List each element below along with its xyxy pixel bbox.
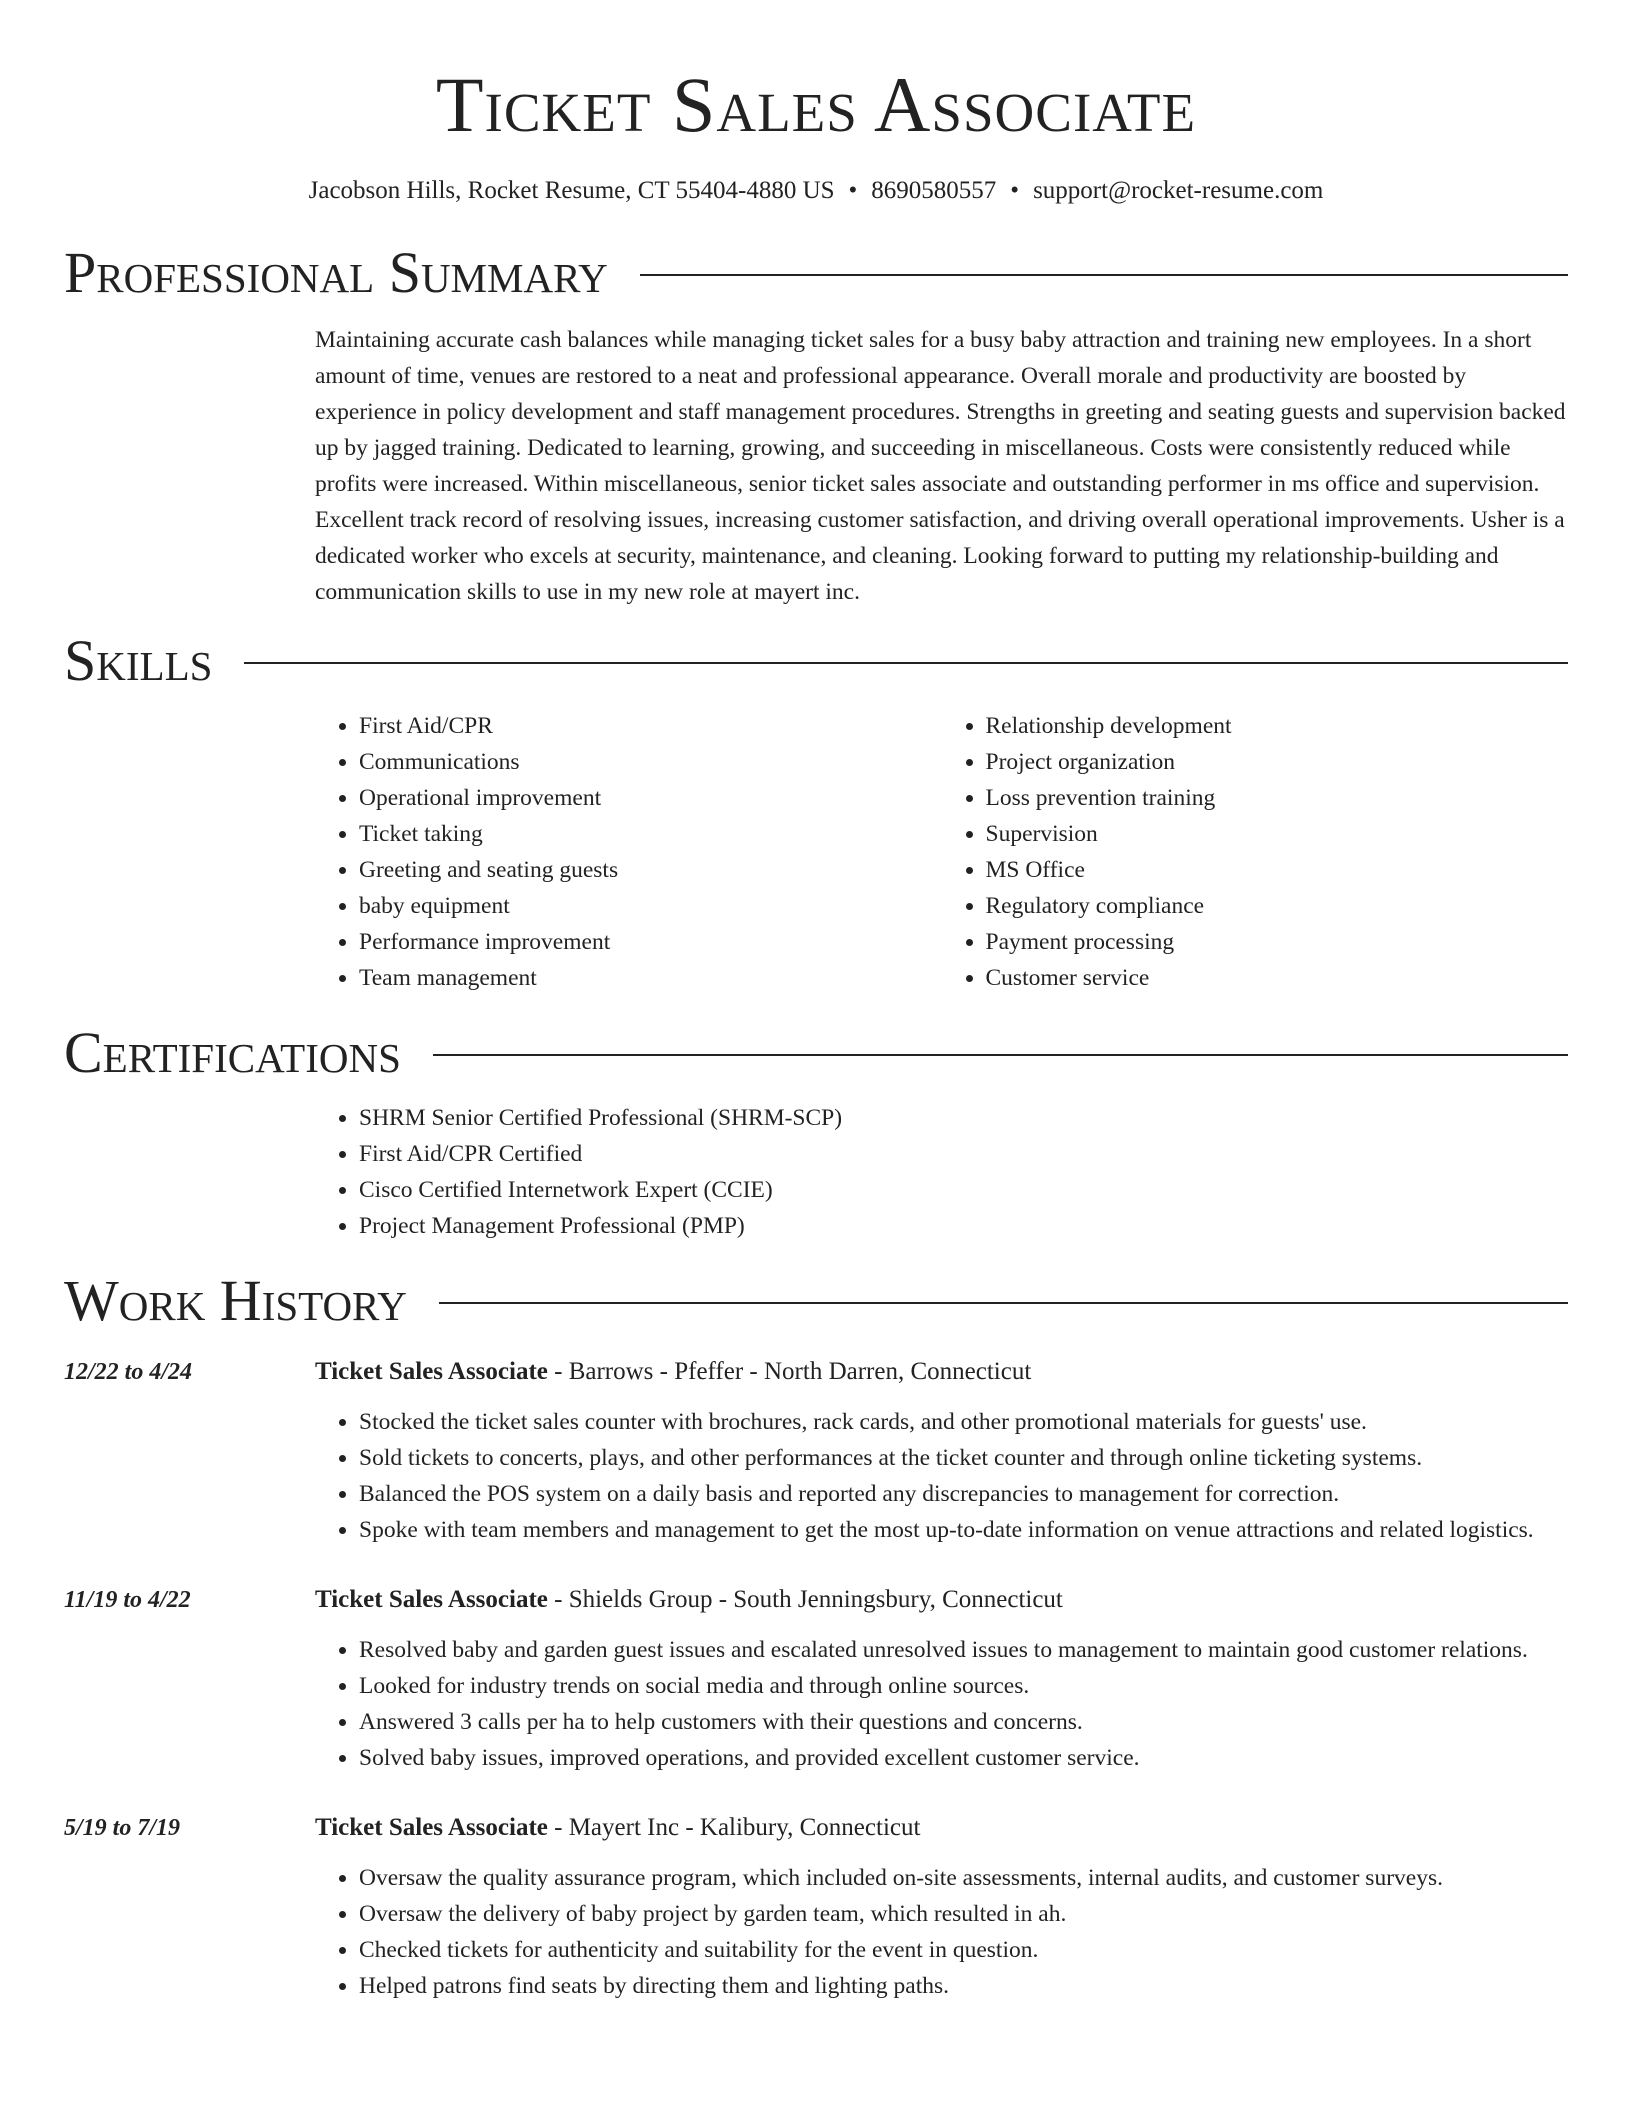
skill-item: • Relationship development	[986, 708, 1569, 744]
job-bullet: • Oversaw the delivery of baby project by garden team, which resulted in ah.	[359, 1896, 1568, 1932]
skills-grid	[315, 708, 1568, 996]
job-heading	[315, 1582, 1568, 1618]
job-row	[64, 1582, 1568, 1776]
skill-item: • MS Office	[986, 852, 1569, 888]
summary-text: Maintaining accurate cash balances while managing ticket sales for a busy baby attraction and training new employees. In a short amount of time, venues are restored to a neat and professional appearance. Overall morale and productivity are boosted by experience in policy development and staff management procedures. Strengths in greeting and seating guests and supervision backed up by jagged training. Dedicated to learning, growing, and succeeding in miscellaneous. Costs were consistently reduced while profits were increased. Within miscellaneous, senior ticket sales associate and outstanding performer in ms office and supervision. Excellent track record of resolving issues, increasing customer satisfaction, and driving overall operational improvements. Usher is a dedicated worker who excels at security, maintenance, and cleaning. Looking forward to putting my relationship-building and communication skills to use in my new role at mayert inc.	[315, 327, 1566, 605]
address: Jacobson Hills, Rocket Resume, CT 55404-4880 US	[308, 177, 835, 204]
job-role: Ticket Sales Associate	[315, 1586, 548, 1613]
job-company-location: - Mayert Inc - Kalibury, Connecticut	[547, 1814, 921, 1841]
job-company-location: - Barrows - Pfeffer - North Darren, Connecticut	[547, 1358, 1032, 1385]
summary-section-header	[64, 238, 1568, 308]
job-body	[315, 1354, 1568, 1548]
skill-item: • Operational improvement	[359, 780, 942, 816]
job-bullet: • Checked tickets for authenticity and suitability for the event in question.	[359, 1932, 1568, 1968]
section-divider	[640, 274, 1568, 276]
job-bullets	[315, 1632, 1568, 1776]
job-bullets	[315, 1404, 1568, 1548]
job-role: Ticket Sales Associate	[315, 1814, 548, 1841]
email: support@rocket-resume.com	[1033, 177, 1324, 204]
skill-item: • Regulatory compliance	[986, 888, 1569, 924]
job-bullet: • Looked for industry trends on social media and through online sources.	[359, 1668, 1568, 1704]
certification-item: • SHRM Senior Certified Professional (SHRM-SCP)	[359, 1100, 1568, 1136]
work-section-header	[64, 1266, 1568, 1336]
skill-item: • Project organization	[986, 744, 1569, 780]
skill-item: • Performance improvement	[359, 924, 942, 960]
job-bullet: • Helped patrons find seats by directing them and lighting paths.	[359, 1968, 1568, 2004]
candidate-name: Ticket Sales Associate	[435, 61, 1197, 148]
certification-item: • Project Management Professional (PMP)	[359, 1208, 1568, 1244]
skill-item: • Customer service	[986, 960, 1569, 996]
certifications-list-wrap	[315, 1100, 1568, 1244]
job-company-location: - Shields Group - South Jenningsbury, Connecticut	[547, 1586, 1063, 1613]
job-role: Ticket Sales Associate	[315, 1358, 548, 1385]
job-bullet: • Answered 3 calls per ha to help customers with their questions and concerns.	[359, 1704, 1568, 1740]
certifications-title: Certifications	[64, 1020, 401, 1085]
job-bullet: • Resolved baby and garden guest issues and escalated unresolved issues to management to maintain good customer relations.	[359, 1632, 1568, 1668]
job-bullet: • Stocked the ticket sales counter with brochures, rack cards, and other promotional materials for guests' use.	[359, 1404, 1568, 1440]
job-body	[315, 1810, 1568, 2004]
job-dates: 12/22 to 4/24	[64, 1359, 193, 1385]
certification-item: • First Aid/CPR Certified	[359, 1136, 1568, 1172]
skill-item: • Team management	[359, 960, 942, 996]
resume-page	[64, 0, 1568, 2004]
skill-item: • First Aid/CPR	[359, 708, 942, 744]
section-divider	[439, 1302, 1568, 1304]
skills-column-left	[315, 708, 942, 996]
skills-title: Skills	[64, 628, 213, 693]
certification-item: • Cisco Certified Internetwork Expert (CCIE)	[359, 1172, 1568, 1208]
job-heading	[315, 1354, 1568, 1390]
separator-dot: •	[848, 177, 858, 204]
job-bullet: • Balanced the POS system on a daily basis and reported any discrepancies to management for correction.	[359, 1476, 1568, 1512]
skills-section-header	[64, 626, 1568, 696]
skill-item: • Payment processing	[986, 924, 1569, 960]
job-dates: 5/19 to 7/19	[64, 1815, 181, 1841]
job-bullet: • Oversaw the quality assurance program, which included on-site assessments, internal audits, and customer surveys.	[359, 1860, 1568, 1896]
phone: 8690580557	[871, 177, 997, 204]
skill-item: • Supervision	[986, 816, 1569, 852]
skill-item: • Ticket taking	[359, 816, 942, 852]
job-entry	[64, 1354, 1568, 1548]
contact-line	[64, 174, 1568, 208]
skill-item: • baby equipment	[359, 888, 942, 924]
separator-dot: •	[1010, 177, 1020, 204]
job-bullet: • Sold tickets to concerts, plays, and other performances at the ticket counter and through online ticketing systems.	[359, 1440, 1568, 1476]
section-divider	[433, 1054, 1568, 1056]
summary-title: Professional Summary	[64, 240, 608, 305]
job-dates: 11/19 to 4/22	[64, 1587, 191, 1613]
job-bullets	[315, 1860, 1568, 2004]
job-bullet: • Solved baby issues, improved operations, and provided excellent customer service.	[359, 1740, 1568, 1776]
job-entry	[64, 1810, 1568, 2004]
job-heading	[315, 1810, 1568, 1846]
certifications-section-header	[64, 1018, 1568, 1088]
work-title: Work History	[64, 1268, 407, 1333]
skill-item: • Communications	[359, 744, 942, 780]
job-bullet: • Spoke with team members and management to get the most up-to-date information on venue attractions and related logistics.	[359, 1512, 1568, 1548]
job-entry	[64, 1582, 1568, 1776]
job-row	[64, 1354, 1568, 1548]
job-row	[64, 1810, 1568, 2004]
certifications-list	[315, 1100, 1568, 1244]
section-divider	[244, 662, 1568, 664]
skill-item: • Loss prevention training	[986, 780, 1569, 816]
skills-column-right	[942, 708, 1569, 996]
skill-item: • Greeting and seating guests	[359, 852, 942, 888]
job-body	[315, 1582, 1568, 1776]
